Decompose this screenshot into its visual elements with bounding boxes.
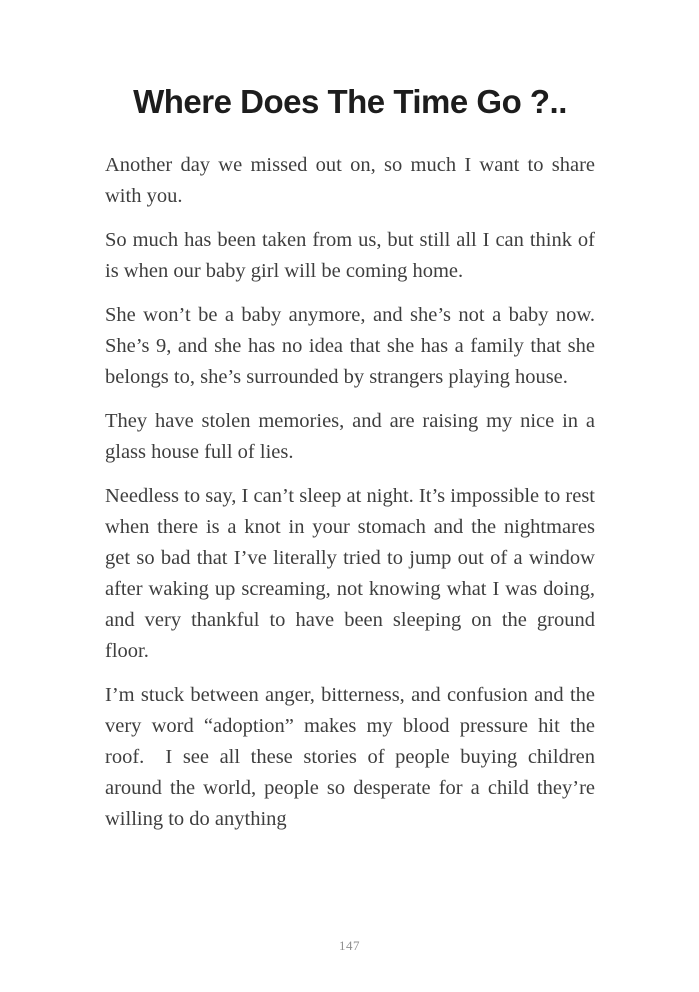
body-paragraph: I’m stuck between anger, bitterness, and confusion and the very word “adoption” makes my blood pressure hit the roof. I see all these stories of people buying children around the world, people so desperate for a child they’re willing to do anything [105,684,595,831]
page-body [105,150,595,835]
body-paragraph: They have stolen memories, and are raising my nice in a glass house full of lies. [105,410,595,464]
body-paragraph: Needless to say, I can’t sleep at night. It’s impossible to rest when there is a knot in your stomach and the nightmares get so bad that I’ve literally tried to jump out of a window after waking up screaming, not knowing what I was doing, and very thankful to have been sleeping on the ground floor. [105,485,595,663]
page-number: 147 [339,938,360,953]
body-paragraph: So much has been taken from us, but still all I can think of is when our baby girl will be coming home. [105,229,595,283]
page-title: Where Does The Time Go ?.. [133,83,567,120]
body-paragraph: She won’t be a baby anymore, and she’s not a baby now. She’s 9, and she has no idea that she has a family that she belongs to, she’s surrounded by strangers playing house. [105,304,595,389]
body-paragraph: Another day we missed out on, so much I want to share with you. [105,154,595,208]
